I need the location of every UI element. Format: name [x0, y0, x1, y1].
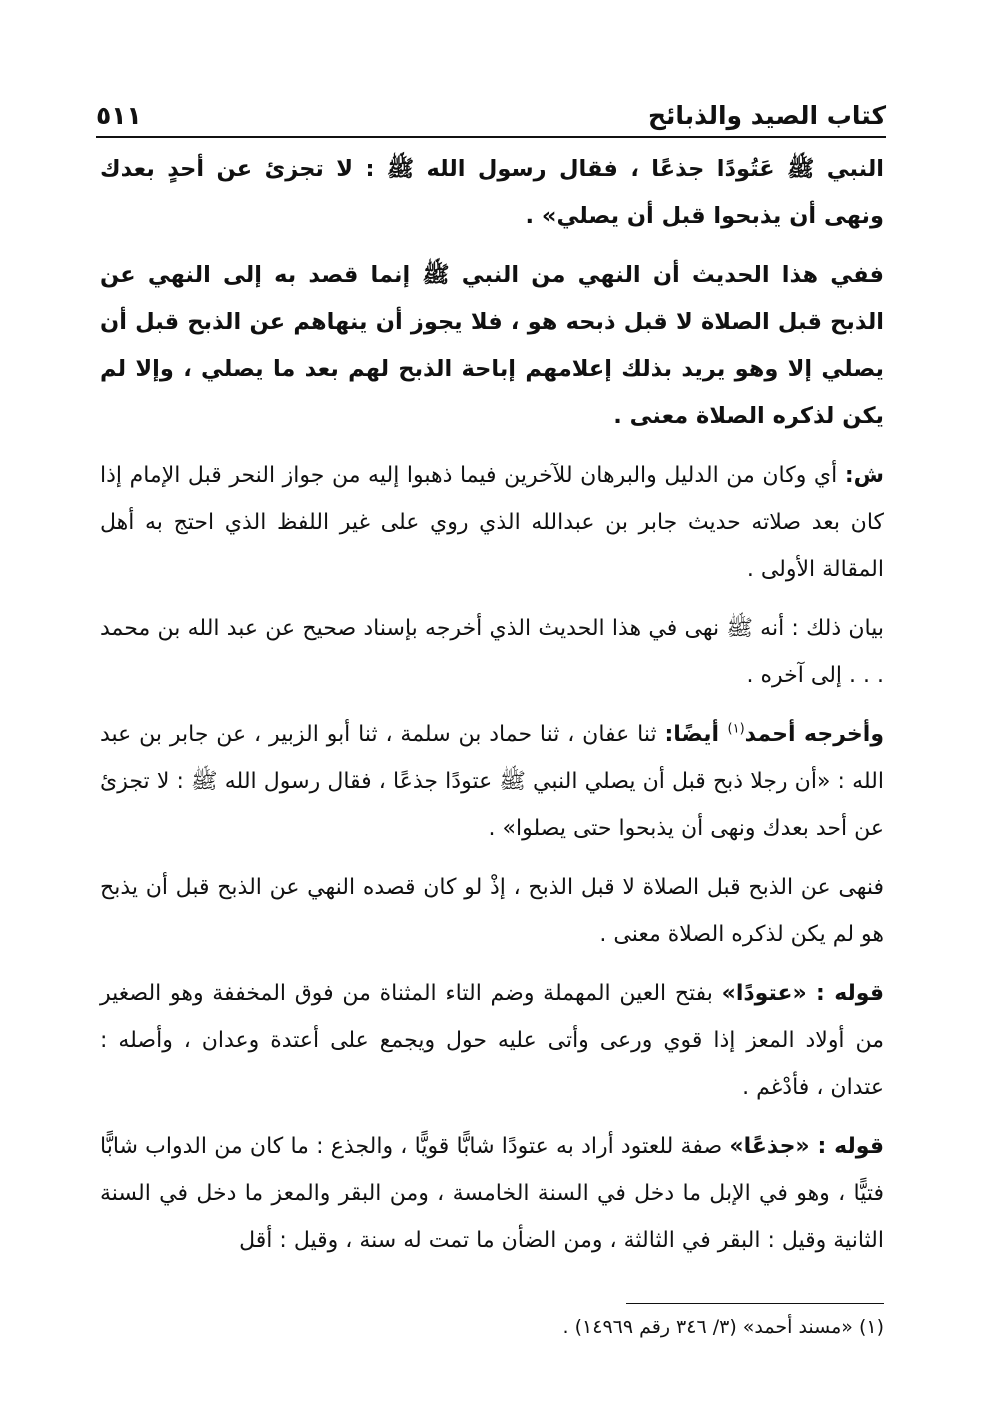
page-header	[96, 88, 886, 132]
paragraph	[100, 970, 884, 1111]
paragraph-text: ففي هذا الحديث أن النهي من النبي ﷺ إنما قصد به إلى النهي عن الذبح قبل الصلاة لا قبل ذبحه هو ، فلا يجوز أن ينهاهم عن الذبح قبل أن يصلي إلا وهو يريد بذلك إعلامهم إباحة الذبح لهم بعد ما يصلي ، وإلا لم يكن لذكره الصلاة معنى .	[100, 262, 884, 429]
paragraph-text: ثنا عفان ، ثنا حماد بن سلمة ، ثنا أبو الزبير ، عن جابر بن عبد الله : «أن رجلا ذبح قبل أن يصلي النبي ﷺ عتودًا جذعًا ، فقال رسول الله ﷺ : لا تجزئ عن أحد بعدك ونهى أن يذبحوا حتى يصلوا» .	[100, 722, 884, 841]
paragraph	[100, 605, 884, 699]
running-title: كتاب الصيد والذبائح	[647, 101, 886, 130]
header-divider	[96, 136, 886, 138]
footnote	[100, 1312, 884, 1342]
paragraph	[100, 864, 884, 958]
paragraph-text: بيان ذلك : أنه ﷺ نهى في هذا الحديث الذي أخرجه بإسناد صحيح عن عبد الله بن محمد . . . إلى آخره .	[100, 616, 884, 688]
footnote-reference[interactable]: (١)	[727, 721, 745, 737]
page-body	[100, 146, 884, 1276]
footnote-divider	[626, 1303, 884, 1304]
paragraph	[100, 252, 884, 440]
paragraph-lead: قوله : «جذعًا»	[729, 1134, 884, 1159]
paragraph-text: أي وكان من الدليل والبرهان للآخرين فيما ذهبوا إليه من جواز النحر قبل الإمام إذا كان بعد صلاته حديث جابر بن عبدالله الذي روي على غير اللفظ الذي احتج به أهل المقالة الأولى .	[100, 463, 884, 582]
paragraph-lead: ش:	[844, 463, 884, 488]
paragraph	[100, 452, 884, 593]
paragraph-text: النبي ﷺ عَتُودًا جذعًا ، فقال رسول الله ﷺ : لا تجزئ عن أحدٍ بعدك ونهى أن يذبحوا قبل أن يصلي» .	[100, 156, 884, 229]
paragraph-lead: وأخرجه أحمد	[744, 722, 884, 747]
paragraph	[100, 146, 884, 240]
paragraph-text: فنهى عن الذبح قبل الصلاة لا قبل الذبح ، إذْ لو كان قصده النهي عن الذبح قبل أن يذبح هو لم يكن لذكره الصلاة معنى .	[100, 875, 884, 947]
footnote-text: (١) «مسند أحمد» (٣/ ٣٤٦ رقم ١٤٩٦٩) .	[562, 1316, 884, 1338]
paragraph-lead: قوله : «عتودًا»	[721, 981, 884, 1006]
page-number: ٥١١	[96, 101, 142, 130]
paragraph-text: بفتح العين المهملة وضم التاء المثناة من فوق المخففة وهو الصغير من أولاد المعز إذا قوي ورعى وأتى عليه حول ويجمع على أعتدة وعدان ، وأصله : عتدان ، فأدْغم .	[100, 981, 884, 1100]
paragraph	[100, 1123, 884, 1264]
paragraph-text: صفة للعتود أراد به عتودًا شابًّا قويًّا ، والجذع : ما كان من الدواب شابًّا فتيًّا ، وهو في الإبل ما دخل في السنة الخامسة ، ومن البقر والمعز ما دخل في السنة الثانية وقيل : البقر في الثالثة ، ومن الضأن ما تمت له سنة ، وقيل : أقل	[100, 1134, 884, 1253]
paragraph	[100, 711, 884, 852]
paragraph-lead-continued: أيضًا:	[664, 722, 728, 747]
